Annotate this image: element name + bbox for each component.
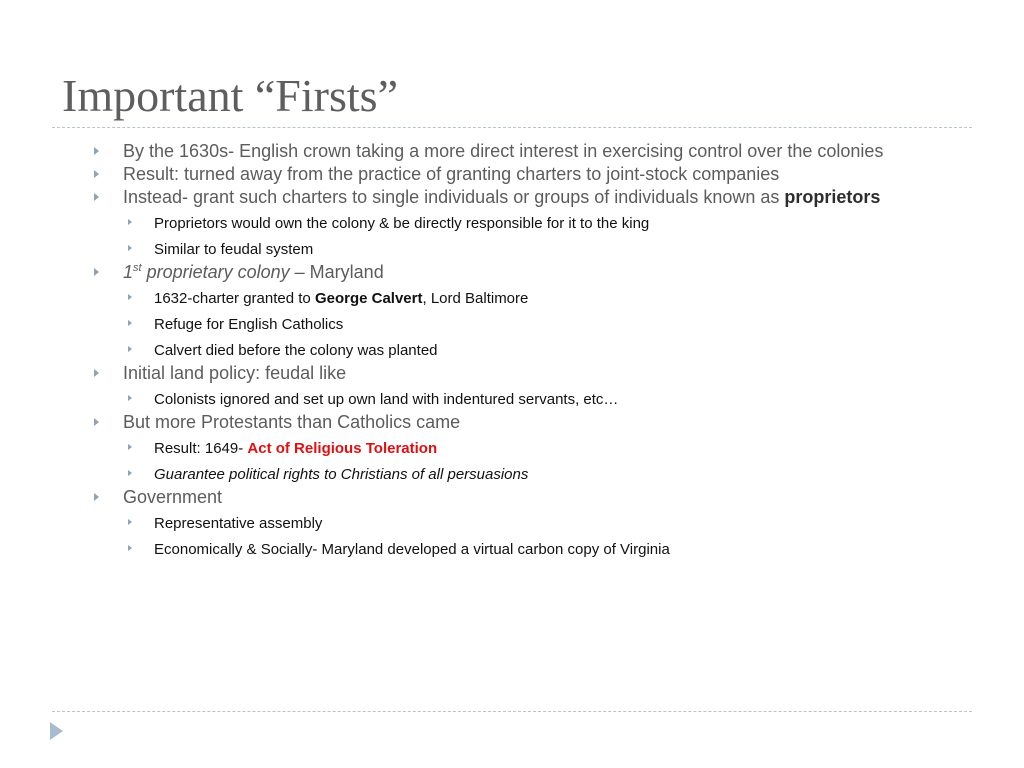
bullet-text: Instead- grant such charters to single individuals or groups of individuals known as [123, 187, 785, 207]
sub-bullet-text: Proprietors would own the colony & be directly responsible for it to the king [154, 215, 650, 232]
sub-bullet-item [0, 288, 1024, 309]
sub-bullet-arrow-icon [128, 245, 132, 251]
bullet-item [0, 487, 1024, 508]
sub-bullet-text: 1632-charter granted to [154, 290, 315, 307]
sub-bullet-item [0, 438, 1024, 459]
sub-bullet-text: Representative assembly [154, 515, 323, 532]
sub-bullet-item [0, 539, 1024, 560]
sub-bullet-text: Economically & Socially- Maryland developed a virtual carbon copy of Virginia [154, 541, 670, 558]
bullet-arrow-icon [94, 493, 99, 501]
ordinal-suffix: st [133, 262, 142, 274]
sub-bullet-text-suffix: , Lord Baltimore [422, 290, 529, 307]
bullet-item [0, 164, 1024, 185]
sub-bullet-item [0, 513, 1024, 534]
bullet-text: Initial land policy: feudal like [123, 363, 347, 383]
sub-bullet-arrow-icon [128, 470, 132, 476]
bullet-arrow-icon [94, 170, 99, 178]
colony-name: – Maryland [289, 262, 384, 282]
ordinal-number: 1 [123, 262, 134, 282]
bullet-arrow-icon [94, 268, 99, 276]
bullet-item [0, 412, 1024, 433]
sub-bullet-arrow-icon [128, 545, 132, 551]
slide-title: Important “Firsts” [62, 70, 398, 121]
bullet-arrow-icon [94, 193, 99, 201]
sub-bullet-text: Calvert died before the colony was planted [154, 342, 438, 359]
sub-bullet-text: Colonists ignored and set up own land with indentured servants, etc… [154, 391, 619, 408]
bullet-item [0, 187, 1024, 208]
next-slide-icon[interactable] [50, 722, 63, 740]
bullet-text: Result: turned away from the practice of granting charters to joint-stock companies [123, 164, 780, 184]
bullet-list [0, 141, 1024, 560]
sub-bullet-item [0, 239, 1024, 260]
bullet-text: Government [123, 487, 223, 507]
bullet-text: But more Protestants than Catholics came [123, 412, 461, 432]
bullet-arrow-icon [94, 418, 99, 426]
bottom-divider [52, 711, 972, 712]
sub-bullet-text: Refuge for English Catholics [154, 316, 344, 333]
sub-bullet-item [0, 389, 1024, 410]
bullet-item [0, 141, 1024, 162]
bullet-bold-term: proprietors [784, 187, 881, 207]
ordinal-text: proprietary colony [141, 262, 290, 282]
top-divider [52, 127, 972, 128]
sub-bullet-arrow-icon [128, 444, 132, 450]
sub-bullet-arrow-icon [128, 294, 132, 300]
sub-bullet-text: Guarantee political rights to Christians of all persuasions [154, 466, 529, 483]
sub-bullet-item [0, 340, 1024, 361]
sub-bullet-arrow-icon [128, 519, 132, 525]
sub-bullet-text: Similar to feudal system [154, 241, 314, 258]
sub-bullet-bold-name: George Calvert [314, 290, 423, 307]
sub-bullet-arrow-icon [128, 219, 132, 225]
sub-bullet-item [0, 213, 1024, 234]
bullet-arrow-icon [94, 369, 99, 377]
sub-bullet-item [0, 464, 1024, 485]
sub-bullet-item [0, 314, 1024, 335]
bullet-text: By the 1630s- English crown taking a more direct interest in exercising control over the colonies [123, 141, 884, 161]
bullet-item [0, 363, 1024, 384]
sub-bullet-arrow-icon [128, 320, 132, 326]
bullet-item [0, 262, 1024, 283]
sub-bullet-text: Result: 1649- [154, 440, 248, 457]
sub-bullet-arrow-icon [128, 395, 132, 401]
sub-bullet-arrow-icon [128, 346, 132, 352]
bullet-arrow-icon [94, 147, 99, 155]
act-of-toleration: Act of Religious Toleration [247, 440, 438, 457]
